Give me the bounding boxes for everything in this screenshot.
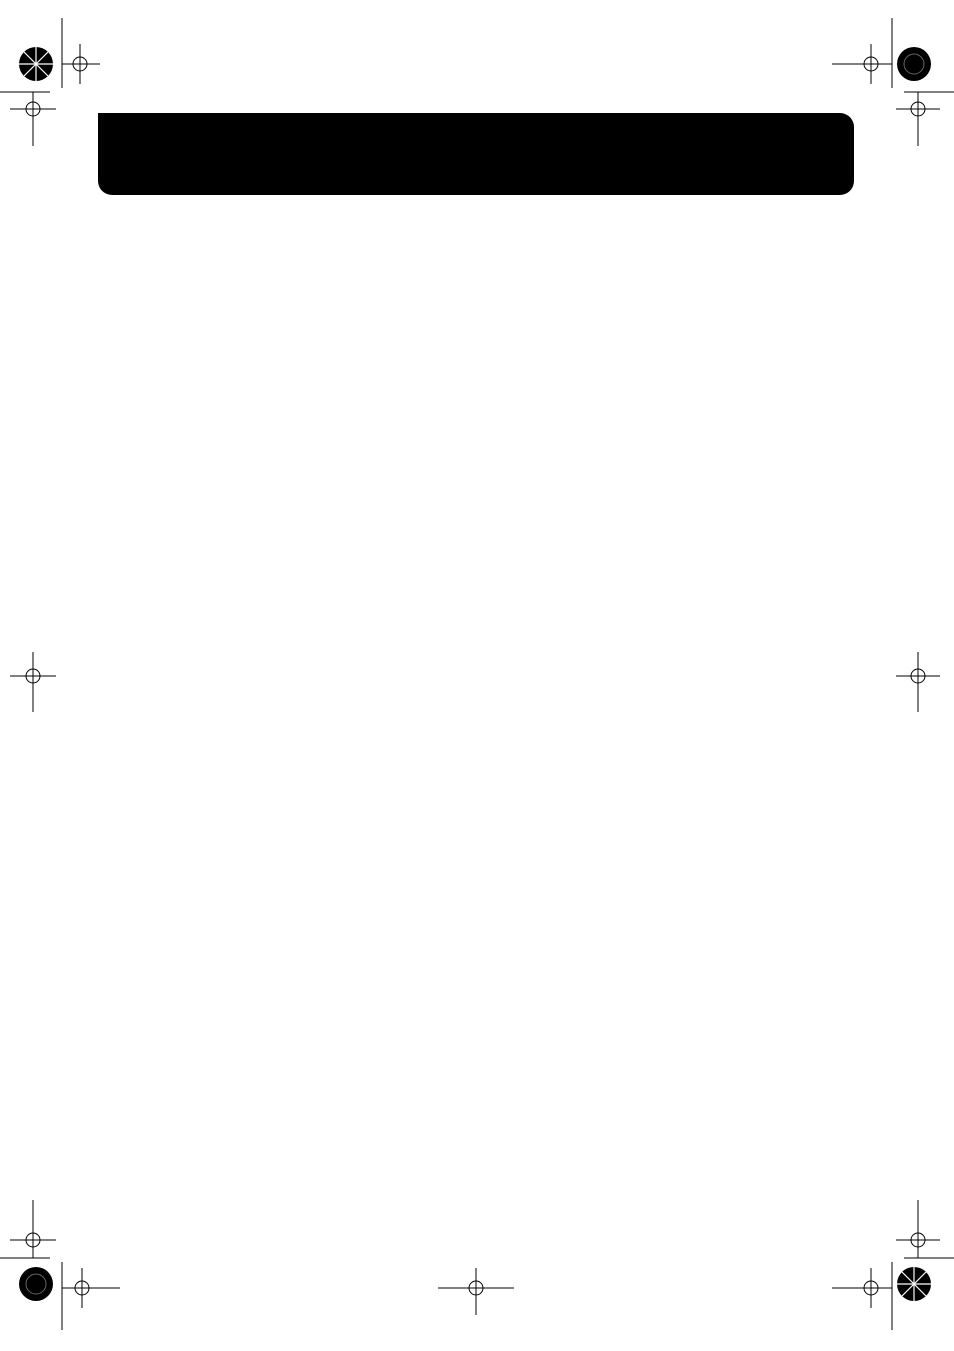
title-banner	[98, 113, 854, 195]
